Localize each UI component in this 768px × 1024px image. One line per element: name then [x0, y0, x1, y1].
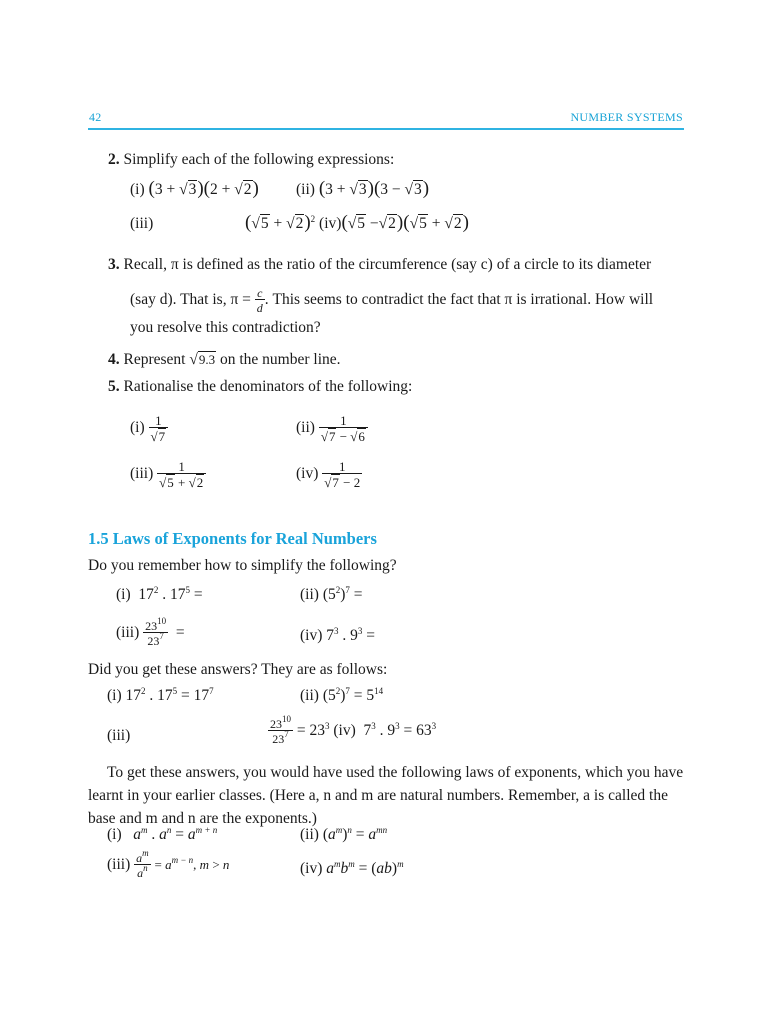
paragraph-line-1: To get these answers, you would have used the following laws of exponents, which you have: [107, 764, 684, 781]
q2-part-i: (i) (3 + √3)(2 + √2): [130, 178, 259, 199]
q5-part-ii: [296, 414, 368, 443]
numerator: 1: [178, 459, 185, 474]
part-label: (ii): [300, 826, 319, 843]
law-iv: (iv) $a^mb^m = (ab)^m$: [300, 859, 404, 877]
fraction: $\frac{23^{10}}{23^7}$: [145, 616, 167, 648]
law-ii: (ii) $(a^m)^n = a^{mn}$: [300, 825, 388, 843]
q5-part-iv: [296, 460, 362, 489]
page-number: 42: [89, 110, 102, 124]
paragraph-line-3: base and m and n are the exponents.): [88, 810, 317, 827]
text-segment: (say d). That is, π =: [130, 291, 251, 309]
law-iii: (iii) $\frac{a^m}{a^n}$ = $a^{m - n}$, m > n: [107, 848, 230, 880]
fraction: $\frac{1}{√7}$: [149, 414, 169, 443]
law-i: (i) $a^m$ . $a^n = a^{m + n}$: [107, 825, 218, 843]
answer-i: (i) $17^2$ . $17^5 = 17^7$: [107, 686, 214, 704]
numerator: c: [257, 286, 263, 300]
chapter-title: NUMBER SYSTEMS: [570, 110, 683, 124]
part-label: (iv): [333, 722, 356, 740]
radicand: 9.3: [198, 352, 216, 367]
denominator: d: [256, 301, 263, 315]
question-text: Rationalise the denominators of the following:: [123, 378, 413, 395]
pi-fraction: [255, 287, 265, 314]
text-segment: . This seems to contradict the fact that π is irrational. How will: [264, 291, 654, 309]
answer-iii-label: (iii): [107, 727, 131, 744]
question-2: [108, 151, 394, 169]
fraction: $\frac{a^m}{a^n}$: [136, 848, 149, 880]
exp-question-iv: (iv) $7^3$ . $9^3$ =: [300, 626, 376, 644]
fraction: $\frac{1}{√7 - 2}$: [324, 459, 361, 490]
part-label: (ii): [296, 419, 315, 437]
part-label: (i): [107, 826, 122, 843]
question-number: 5.: [108, 378, 120, 395]
q2-part-ii: (ii) (3 + √3)(3 − √3): [296, 178, 430, 199]
question-number: 3.: [108, 256, 120, 273]
section-heading: 1.5 Laws of Exponents for Real Numbers: [88, 529, 377, 548]
answer-iii-iv: $\frac{23^{10}}{23^7}$ = $23^3$ (iv) $7^3$ . $9^3 = 63^3$: [270, 714, 437, 746]
text-segment: Represent: [123, 351, 186, 368]
question-number: 4.: [108, 351, 120, 368]
question-text: Simplify each of the following expressions:: [123, 151, 395, 168]
paragraph-line-2: learnt in your earlier classes. (Here a, n and m are natural numbers. Remember, a is called the: [88, 787, 668, 804]
part-label: (iii): [116, 624, 140, 642]
part-label: (ii): [300, 687, 319, 704]
part-label: (iv): [300, 627, 323, 644]
part-label: (iii): [130, 465, 154, 483]
part-label: (ii): [300, 586, 319, 603]
answer-ii: (ii) $(5^2)^7 = 5^{14}$: [300, 686, 384, 704]
part-label: (iii): [107, 856, 131, 874]
question-number: 2.: [108, 151, 120, 168]
fraction: $\frac{23^{10}}{23^7}$: [270, 714, 291, 746]
exp-question-ii: (ii) $(5^2)^7$ =: [300, 585, 363, 603]
q5-part-iii: [130, 460, 206, 489]
fraction: $\frac{1}{√5 + √2}$: [157, 460, 206, 489]
numerator: 1: [339, 459, 346, 474]
question-5: [108, 378, 412, 396]
q2-part-iii-label: (iii): [130, 215, 154, 232]
part-label: (iv): [319, 215, 342, 232]
part-label: (iv): [296, 465, 319, 483]
numerator: 1: [340, 413, 347, 428]
part-label: (i): [116, 586, 131, 603]
text-segment: on the number line.: [220, 351, 341, 368]
q2-part-iii-iv: $(√5 + √2)^2$ (iv)(√5 −√2)(√5 + √2): [245, 212, 469, 233]
fraction: $\frac{1}{√7 - √6}$: [319, 414, 368, 443]
q3-line-3: you resolve this contradiction?: [130, 319, 321, 336]
question-4: 4. Represent √9.3 on the number line.: [108, 351, 341, 368]
exp-question-iii: (iii) $\frac{23^{10}}{23^7}$ =: [116, 616, 185, 648]
exp-question-i: (i) $17^2$ . $17^5$ =: [116, 585, 203, 603]
question-text: Recall, π is defined as the ratio of the circumference (say c) of a circle to its diameter: [123, 256, 652, 273]
question-3: [108, 256, 651, 274]
part-label: (i): [130, 181, 145, 198]
answers-intro: Did you get these answers? They are as follows:: [88, 661, 388, 678]
part-label: (i): [130, 419, 145, 437]
intro-text: Do you remember how to simplify the following?: [88, 557, 397, 574]
header-rule: [88, 128, 684, 130]
part-label: (i): [107, 687, 122, 704]
part-label: (iv): [300, 860, 323, 877]
part-label: (ii): [296, 181, 315, 198]
q3-line-2: [130, 287, 653, 314]
q5-part-i: [130, 414, 168, 443]
numerator: 1: [155, 413, 162, 428]
